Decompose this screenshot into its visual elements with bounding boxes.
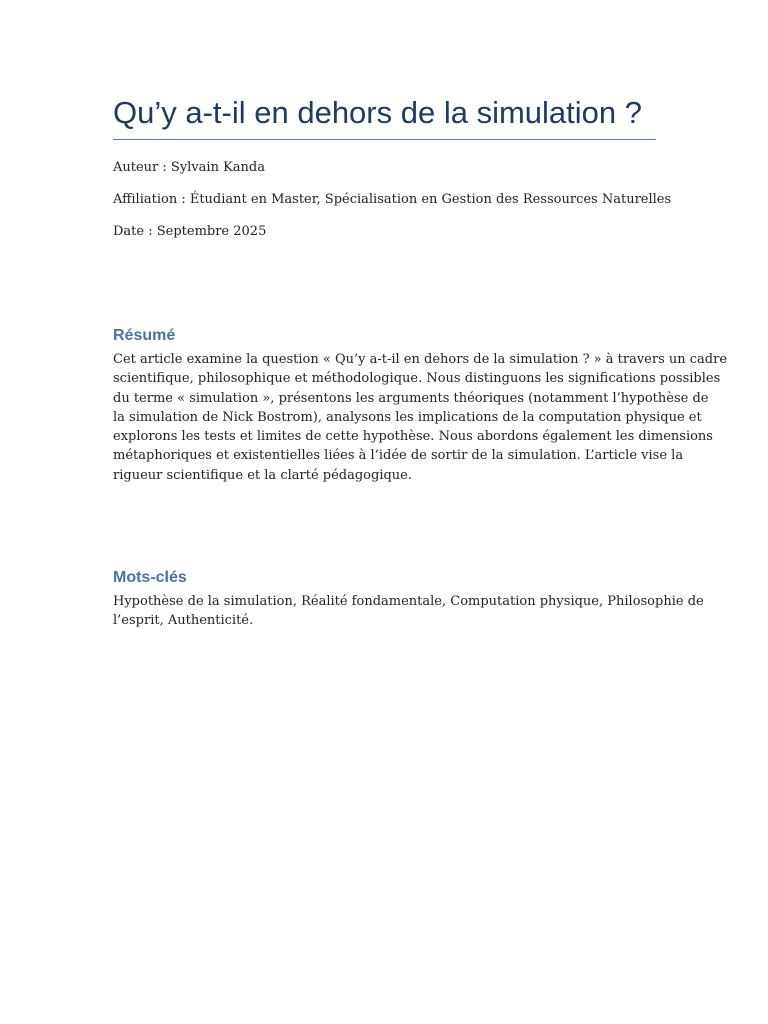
keywords-line: Hypothèse de la simulation, Réalité fondamentale, Computation physique, Philosophie de [113,594,704,609]
abstract-line: rigueur scientifique et la clarté pédagogique. [113,467,413,483]
title-underline [113,139,656,140]
keywords-line: l’esprit, Authenticité. [113,613,254,629]
keywords-heading: Mots-clés [113,569,187,586]
keywords-paragraph [113,592,704,631]
abstract-line: scientifique, philosophique et méthodologique. Nous distinguons les significations possibles [113,371,721,387]
abstract-line: explorons les tests et limites de cette hypothèse. Nous abordons également les dimensions [113,429,713,445]
abstract-line: du terme « simulation », présentons les arguments théoriques (notamment l’hypothèse de [113,390,709,406]
abstract-line: la simulation de Nick Bostrom), analysons les implications de la computation physique et [113,409,702,425]
abstract-heading: Résumé [113,327,176,344]
abstract-line: Cet article examine la question « Qu’y a-t-il en dehors de la simulation ? » à travers un cadre [113,352,728,367]
abstract-paragraph [113,350,728,485]
abstract-line: métaphoriques et existentielles liées à l’idée de sortir de la simulation. L’article vise la [113,448,684,464]
date-line: Date : Septembre 2025 [113,224,267,239]
affiliation-line: Affiliation : Étudiant en Master, Spécialisation en Gestion des Ressources Naturelles [113,192,672,207]
author-line: Auteur : Sylvain Kanda [113,160,265,175]
document-title: Qu’y a-t-il en dehors de la simulation ? [113,95,642,130]
